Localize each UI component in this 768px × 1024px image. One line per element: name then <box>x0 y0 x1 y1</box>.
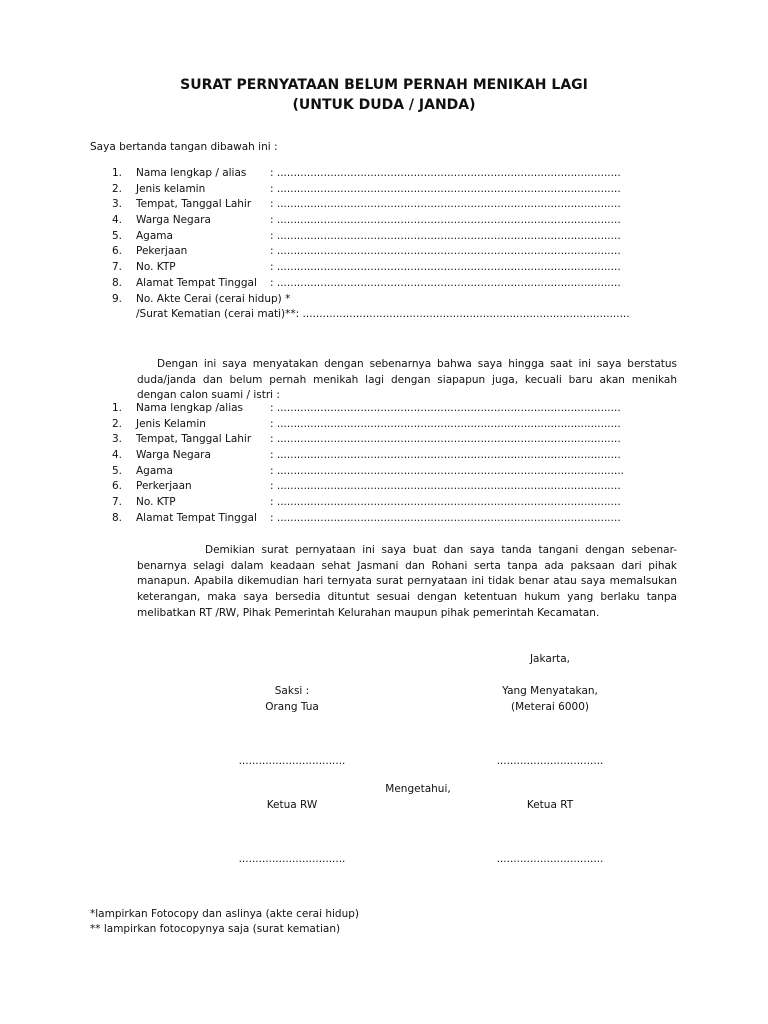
field-label: Jenis kelamin <box>136 182 206 195</box>
rt-head-label: Ketua RT <box>526 799 574 811</box>
field-label: Pekerjaan <box>136 245 188 258</box>
closing-paragraph: Demikian surat pernyataan ini saya buat dan saya tanda tangani dengan sebenar-benarnya selagi dalam keadaan sehat Jasmani dan Rohani serta tanpa ada paksaan dari pihak manapun. Apabila dikemudian hari ternyata surat pernyataan ini tidak benar atau saya memalsukan keterangan, maka saya bersedia dituntut sesuai dengan ketentuan hukum yang berlaku tanpa melibatkan RT /RW, Pihak Pemerintah Kelurahan maupun pihak pemerintah Kecamatan. <box>137 544 677 619</box>
field-blank: : ....................................................................................................... <box>270 480 621 493</box>
field-blank: : ....................................................................................................... <box>270 261 621 274</box>
field-label: Tempat, Tanggal Lahir <box>136 198 252 211</box>
field-blank: : ....................................................................................................... <box>270 245 621 258</box>
place-date: Jakarta, <box>529 653 571 665</box>
field-number: 9. <box>112 292 123 305</box>
field-blank: : ....................................................................................................... <box>270 182 621 195</box>
field-number: 8. <box>112 276 123 289</box>
field-blank: : ....................................................................................................... <box>270 167 621 179</box>
footnote-divorce: *lampirkan Fotocopy dan aslinya (akte cerai hidup) <box>90 908 359 920</box>
field-number: 2. <box>112 182 123 195</box>
declarant-signature-line: ................................ <box>496 755 604 767</box>
field-number: 1. <box>112 167 123 179</box>
field-number: 5. <box>112 464 123 477</box>
statement-paragraph: Dengan ini saya menyatakan dengan sebenarnya bahwa saya hingga saat ini saya berstatus duda/janda dan belum pernah menikah lagi dengan siapapun juga, kecuali baru akan menikah dengan calon suami / istri : <box>137 358 677 402</box>
field-number: 6. <box>112 480 123 493</box>
field-label: Jenis Kelamin <box>136 417 206 430</box>
field-label: No. KTP <box>136 496 176 509</box>
field-number: 3. <box>112 433 123 446</box>
field-label: Warga Negara <box>136 449 211 462</box>
field-blank: : ....................................................................................................... <box>270 417 621 430</box>
stamp-note: (Meterai 6000) <box>510 701 590 713</box>
field-label: Agama <box>136 464 173 477</box>
acknowledged-label: Mengetahui, <box>385 783 451 795</box>
footnote-death: ** lampirkan fotocopynya saja (surat kematian) <box>90 923 341 935</box>
field-blank: : ....................................................................................................... <box>270 276 621 289</box>
field-label: Nama lengkap / alias <box>136 167 247 179</box>
field-blank: : ....................................................................................................... <box>270 229 621 242</box>
field-label: Agama <box>136 229 173 242</box>
field-label-continuation: /Surat Kematian (cerai mati)**: .................................................................................................. <box>136 308 630 321</box>
witness-role: Orang Tua <box>265 701 319 713</box>
field-label: Tempat, Tanggal Lahir <box>136 433 252 446</box>
field-label: Alamat Tempat Tinggal <box>136 511 257 524</box>
intro-text: Saya bertanda tangan dibawah ini : <box>90 141 278 153</box>
field-blank: : ....................................................................................................... <box>270 449 621 462</box>
rt-signature-line: ................................ <box>496 853 604 865</box>
field-label: Perkerjaan <box>136 480 192 493</box>
field-number: 7. <box>112 261 123 274</box>
field-blank: : ....................................................................................................... <box>270 214 621 227</box>
document-title: SURAT PERNYATAAN BELUM PERNAH MENIKAH LAGI <box>180 77 588 93</box>
field-blank: : ....................................................................................................... <box>270 433 621 446</box>
field-label: No. Akte Cerai (cerai hidup) * <box>136 292 291 305</box>
field-label: Warga Negara <box>136 214 211 227</box>
field-label: Alamat Tempat Tinggal <box>136 276 257 289</box>
document-subtitle: (UNTUK DUDA / JANDA) <box>292 97 476 113</box>
field-blank: : ....................................................................................................... <box>270 511 621 524</box>
field-number: 3. <box>112 198 123 211</box>
field-number: 5. <box>112 229 123 242</box>
field-number: 6. <box>112 245 123 258</box>
field-label: Nama lengkap /alias <box>136 402 244 414</box>
rw-head-label: Ketua RW <box>266 799 318 811</box>
field-blank: : ....................................................................................................... <box>270 496 621 509</box>
declarant-label: Yang Menyatakan, <box>502 685 598 697</box>
field-blank: : ....................................................................................................... <box>270 402 621 414</box>
field-number: 8. <box>112 511 123 524</box>
witness-signature-line: ................................ <box>238 755 346 767</box>
witness-label: Saksi : <box>274 685 310 697</box>
field-number: 4. <box>112 214 123 227</box>
rw-signature-line: ................................ <box>238 853 346 865</box>
field-number: 7. <box>112 496 123 509</box>
field-number: 2. <box>112 417 123 430</box>
field-blank: : ........................................................................................................ <box>270 464 624 477</box>
field-number: 4. <box>112 449 123 462</box>
field-blank: : ....................................................................................................... <box>270 198 621 211</box>
field-label: No. KTP <box>136 261 176 274</box>
field-number: 1. <box>112 402 123 414</box>
